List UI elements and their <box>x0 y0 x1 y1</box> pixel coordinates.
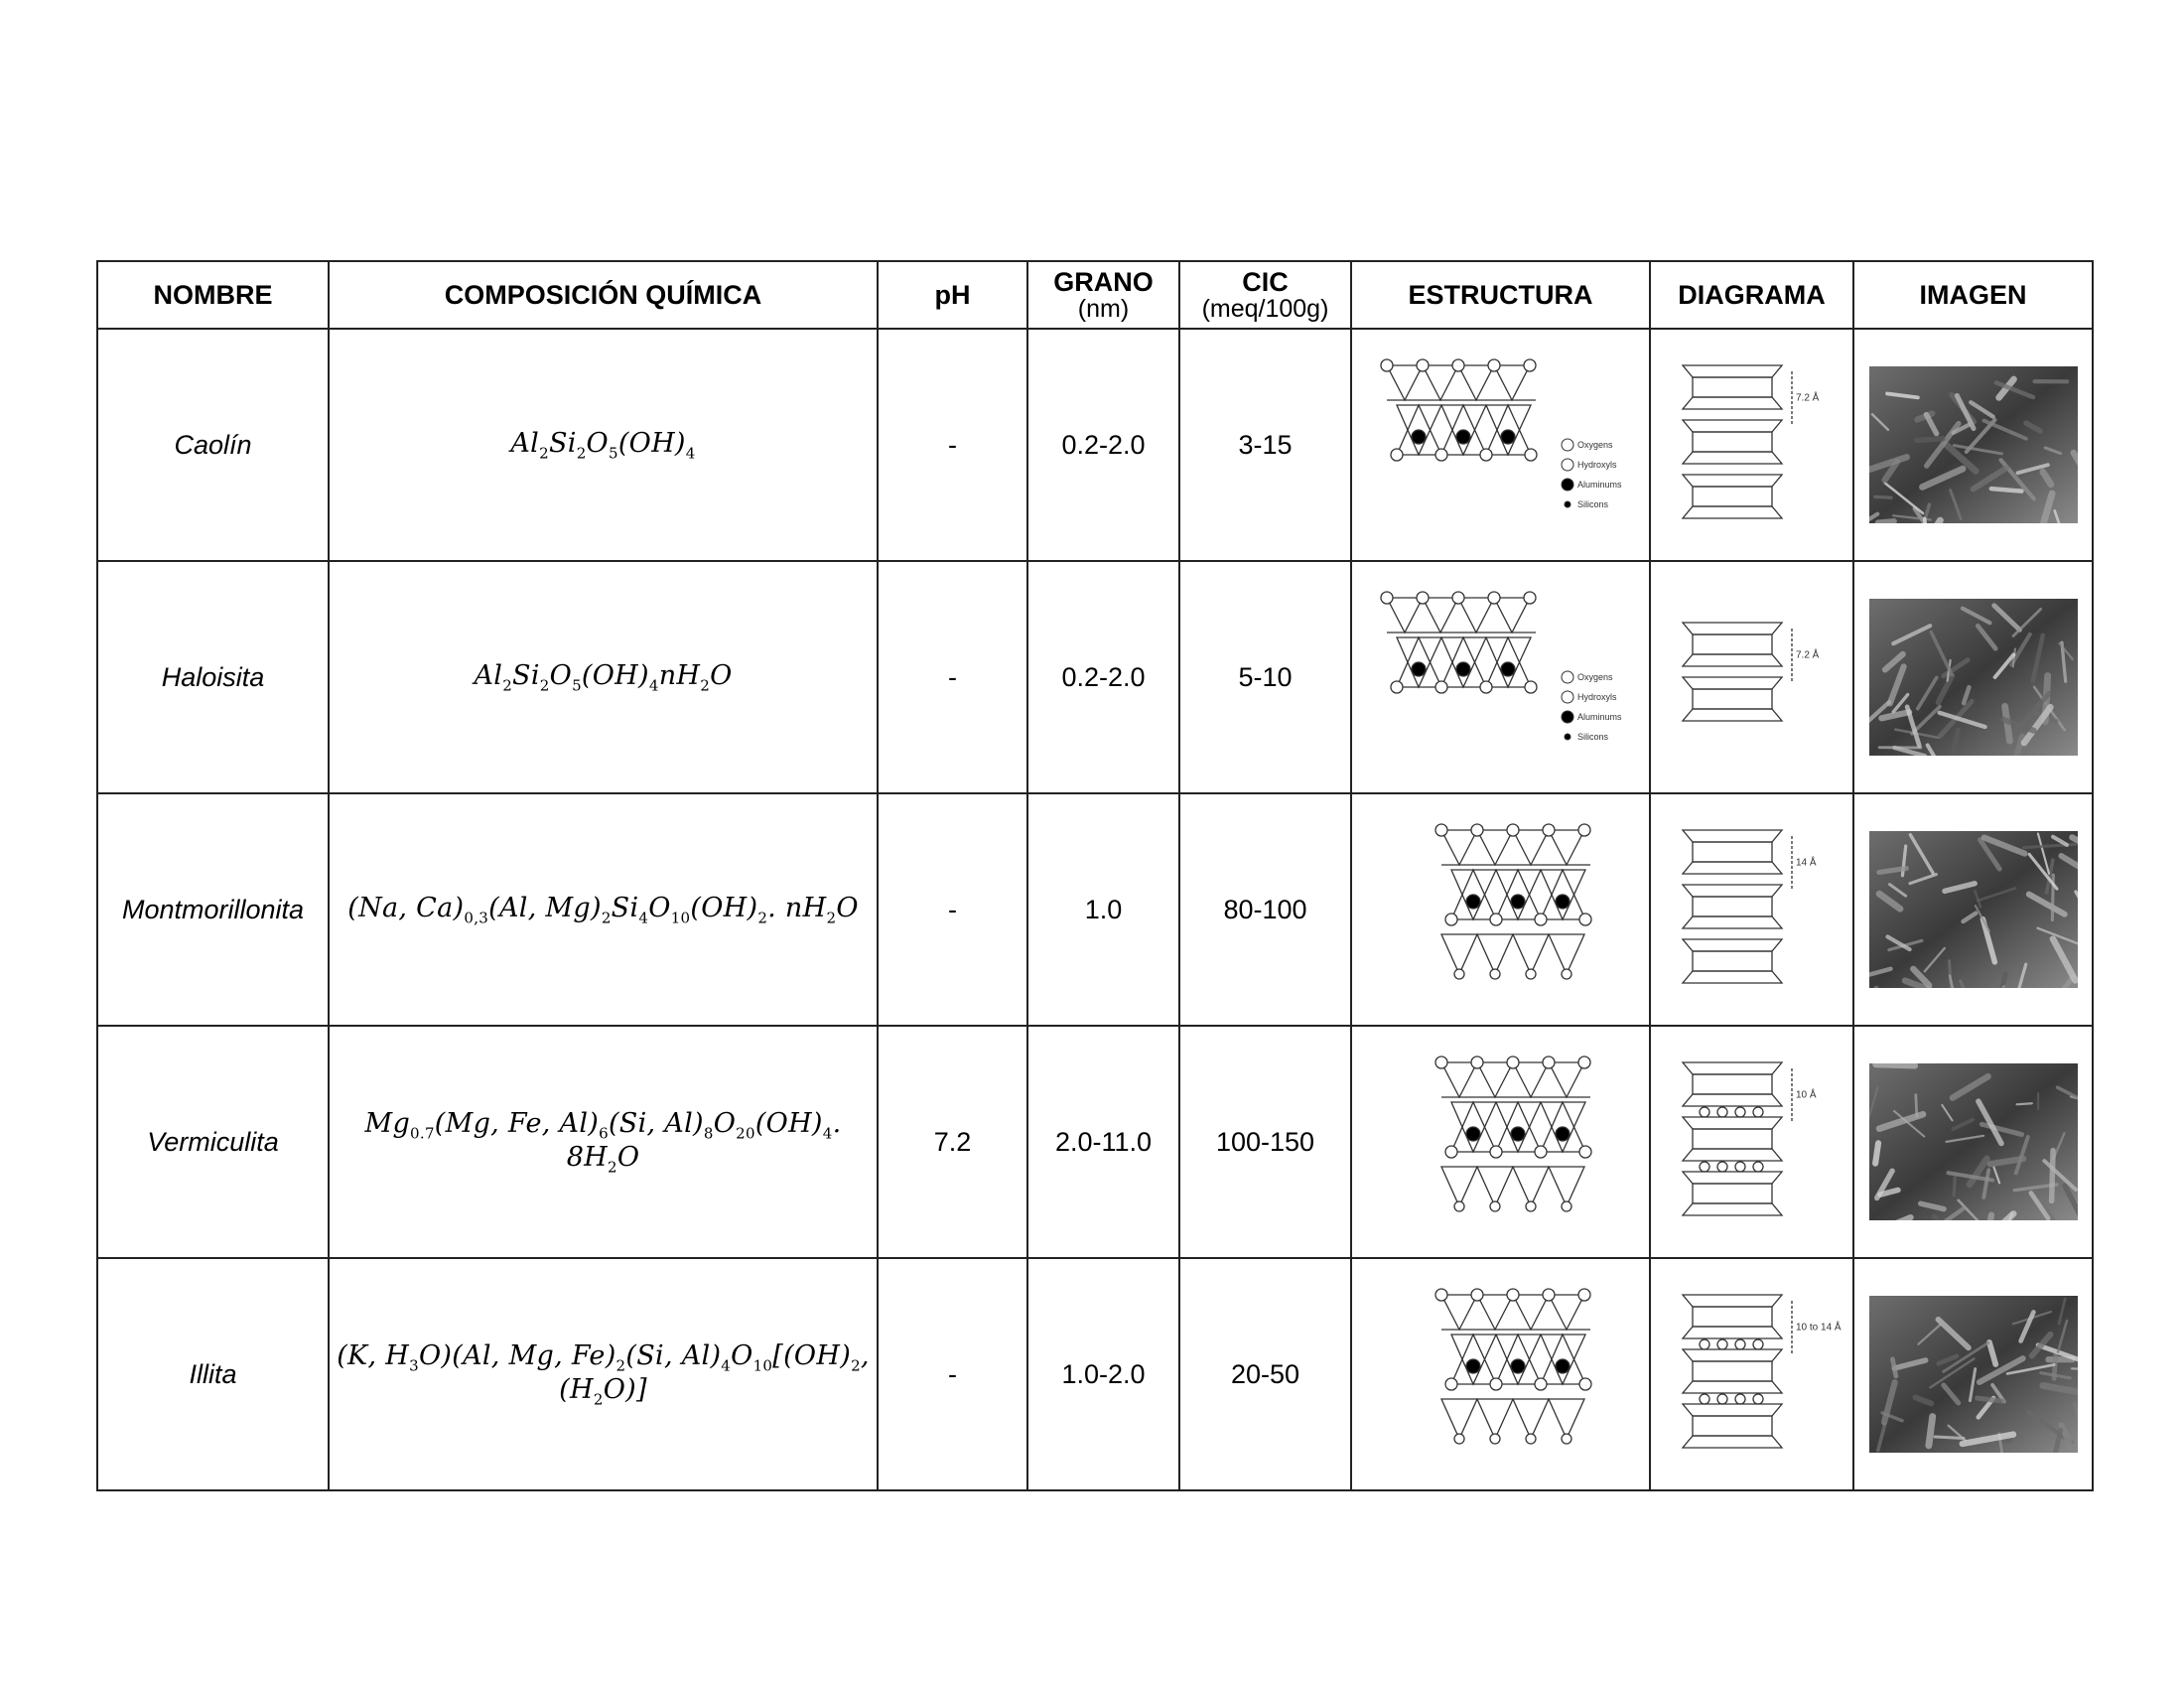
chemical-formula <box>329 1026 878 1258</box>
ph-value: 7.2 <box>878 1026 1027 1258</box>
formula-subscript: 2 <box>700 676 711 695</box>
layer-diagram-icon <box>1663 1275 1842 1474</box>
diagram-spacing-label: 10 to 14 Å <box>1795 1322 1842 1334</box>
table-row <box>97 561 2093 793</box>
chemical-formula <box>329 1258 878 1490</box>
cic-value: 5-10 <box>1179 561 1351 793</box>
formula-subscript: 2 <box>615 1356 626 1374</box>
formula-subscript: 4 <box>822 1124 833 1142</box>
formula-text: , (H <box>559 1339 870 1405</box>
formula-text: O)] <box>603 1374 647 1405</box>
layer-diagram-figure <box>1650 561 1853 793</box>
formula-text: Mg <box>364 1107 411 1139</box>
formula-text: Al <box>474 659 503 691</box>
layer-diagram-icon <box>1663 810 1842 1009</box>
formula-text: (OH) <box>690 892 758 923</box>
table-row <box>97 1258 2093 1490</box>
legend-label: Silicons <box>1576 732 1608 742</box>
structure-figure <box>1351 1258 1650 1490</box>
sem-photo <box>1853 561 2093 793</box>
formula-subscript: 2 <box>601 909 612 927</box>
formula-text: Si <box>611 892 639 923</box>
formula-text: nH <box>658 659 701 691</box>
legend-label: Aluminums <box>1576 712 1622 722</box>
diagram-spacing-label: 10 Å <box>1795 1089 1817 1101</box>
formula-text: . 8H <box>566 1107 842 1173</box>
formula-subscript: 0,3 <box>464 909 489 927</box>
formula-subscript: 4 <box>638 909 649 927</box>
crystal-structure-icon <box>1367 1275 1635 1474</box>
legend-label: Aluminums <box>1576 480 1622 490</box>
formula-subscript: 10 <box>752 1356 773 1374</box>
formula-text: (OH) <box>754 1107 823 1139</box>
sem-photo <box>1853 329 2093 561</box>
formula-text: (Si, Al) <box>608 1107 704 1139</box>
formula-text: (OH) <box>617 427 686 459</box>
sem-photo <box>1853 1258 2093 1490</box>
header-grano-label: GRANO <box>1053 266 1154 297</box>
layer-diagram-figure <box>1650 1026 1853 1258</box>
mineral-name: Illita <box>97 1258 329 1490</box>
cic-value: 100-150 <box>1179 1026 1351 1258</box>
formula-subscript: 5 <box>572 676 582 695</box>
formula-subscript: 0.7 <box>410 1124 435 1142</box>
diagram-spacing-label: 14 Å <box>1795 857 1817 869</box>
formula-subscript: 10 <box>670 909 691 927</box>
header-cic-label: CIC <box>1242 266 1289 297</box>
formula-subscript: 8 <box>703 1124 714 1142</box>
formula-text: O <box>616 1142 640 1173</box>
sem-photo <box>1853 1026 2093 1258</box>
formula-subscript: 4 <box>685 444 696 463</box>
formula-subscript: 2 <box>539 444 549 463</box>
grain-size: 0.2-2.0 <box>1027 329 1179 561</box>
layer-diagram-figure <box>1650 1258 1853 1490</box>
layer-diagram-icon <box>1663 346 1842 544</box>
cic-value: 3-15 <box>1179 329 1351 561</box>
legend-label: Hydroxyls <box>1576 692 1617 702</box>
layer-diagram-figure <box>1650 793 1853 1026</box>
formula-subscript: 2 <box>539 676 550 695</box>
header-grano-unit: (nm) <box>1077 295 1130 324</box>
formula-text: O)(Al, Mg, Fe) <box>418 1339 616 1371</box>
formula-text: (Al, Mg) <box>488 892 602 923</box>
table-row <box>97 329 2093 561</box>
formula-text: . nH <box>767 892 827 923</box>
structure-figure <box>1351 561 1650 793</box>
header-grano <box>1027 261 1179 329</box>
mineral-name: Montmorillonita <box>97 793 329 1026</box>
grain-size: 1.0-2.0 <box>1027 1258 1179 1490</box>
crystal-structure-icon <box>1367 810 1635 1009</box>
micrograph-image <box>1869 1296 2078 1453</box>
structure-legend <box>1562 671 1622 742</box>
sem-photo <box>1853 793 2093 1026</box>
crystal-structure-icon <box>1367 578 1635 776</box>
header-nombre: NOMBRE <box>97 261 329 329</box>
micrograph-image <box>1869 366 2078 523</box>
formula-text: O <box>549 659 573 691</box>
table-row <box>97 793 2093 1026</box>
diagram-spacing-label: 7.2 Å <box>1795 649 1819 661</box>
structure-figure <box>1351 793 1650 1026</box>
header-diagrama: DIAGRAMA <box>1650 261 1853 329</box>
micrograph-image <box>1869 599 2078 756</box>
formula-text: (Na, Ca) <box>347 892 465 923</box>
formula-subscript: 2 <box>608 1158 617 1177</box>
formula-subscript: 4 <box>648 676 659 695</box>
formula-text: Si <box>548 427 577 459</box>
formula-subscript: 4 <box>721 1356 732 1374</box>
formula-subscript: 5 <box>608 444 618 463</box>
formula-text: [(OH) <box>772 1339 852 1371</box>
formula-text: Al <box>510 427 540 459</box>
micrograph-image <box>1869 831 2078 988</box>
legend-label: Oxygens <box>1576 672 1613 682</box>
structure-figure <box>1351 1026 1650 1258</box>
formula-subscript: 2 <box>757 909 768 927</box>
cic-value: 80-100 <box>1179 793 1351 1026</box>
layer-diagram-icon <box>1663 1043 1842 1241</box>
structure-legend <box>1562 439 1622 509</box>
formula-text: (Mg, Fe, Al) <box>434 1107 600 1139</box>
formula-subscript: 2 <box>593 1390 604 1409</box>
header-imagen: IMAGEN <box>1853 261 2093 329</box>
grain-size: 1.0 <box>1027 793 1179 1026</box>
formula-subscript: 6 <box>599 1124 609 1142</box>
header-ph: pH <box>878 261 1027 329</box>
formula-subscript: 2 <box>826 909 837 927</box>
ph-value: - <box>878 561 1027 793</box>
mineral-name: Haloisita <box>97 561 329 793</box>
table-body <box>97 329 2093 1490</box>
formula-subscript: 3 <box>409 1356 419 1374</box>
formula-text: O <box>648 892 671 923</box>
formula-text: Si <box>512 659 540 691</box>
formula-text: (Si, Al) <box>625 1339 722 1371</box>
clay-minerals-table <box>96 260 2094 1491</box>
mineral-name: Caolín <box>97 329 329 561</box>
formula-subscript: 2 <box>576 444 587 463</box>
crystal-structure-icon <box>1367 346 1635 544</box>
header-row <box>97 261 2093 329</box>
ph-value: - <box>878 329 1027 561</box>
formula-subscript: 2 <box>502 676 513 695</box>
table-row <box>97 1026 2093 1258</box>
diagram-spacing-label: 7.2 Å <box>1795 392 1819 404</box>
grain-size: 0.2-2.0 <box>1027 561 1179 793</box>
legend-label: Oxygens <box>1576 440 1613 450</box>
cic-value: 20-50 <box>1179 1258 1351 1490</box>
mineral-name: Vermiculita <box>97 1026 329 1258</box>
header-cic <box>1179 261 1351 329</box>
header-cic-unit: (meq/100g) <box>1201 295 1329 324</box>
structure-figure <box>1351 329 1650 561</box>
header-composicion: COMPOSICIÓN QUÍMICA <box>329 261 878 329</box>
micrograph-image <box>1869 1063 2078 1220</box>
layer-diagram-icon <box>1663 578 1842 776</box>
ph-value: - <box>878 1258 1027 1490</box>
legend-label: Silicons <box>1576 499 1608 509</box>
ph-value: - <box>878 793 1027 1026</box>
chemical-formula <box>329 329 878 561</box>
formula-text: (OH) <box>581 659 649 691</box>
formula-text: O <box>836 892 859 923</box>
chemical-formula <box>329 793 878 1026</box>
formula-text: O <box>731 1339 753 1371</box>
formula-text: O <box>586 427 609 459</box>
formula-text: O <box>710 659 733 691</box>
grain-size: 2.0-11.0 <box>1027 1026 1179 1258</box>
formula-subscript: 2 <box>851 1356 861 1374</box>
layer-diagram-figure <box>1650 329 1853 561</box>
crystal-structure-icon <box>1367 1043 1635 1241</box>
formula-text: O <box>713 1107 737 1139</box>
header-estructura: ESTRUCTURA <box>1351 261 1650 329</box>
formula-text: (K, H <box>337 1339 410 1371</box>
formula-subscript: 20 <box>736 1124 755 1142</box>
chemical-formula <box>329 561 878 793</box>
legend-label: Hydroxyls <box>1576 460 1617 470</box>
